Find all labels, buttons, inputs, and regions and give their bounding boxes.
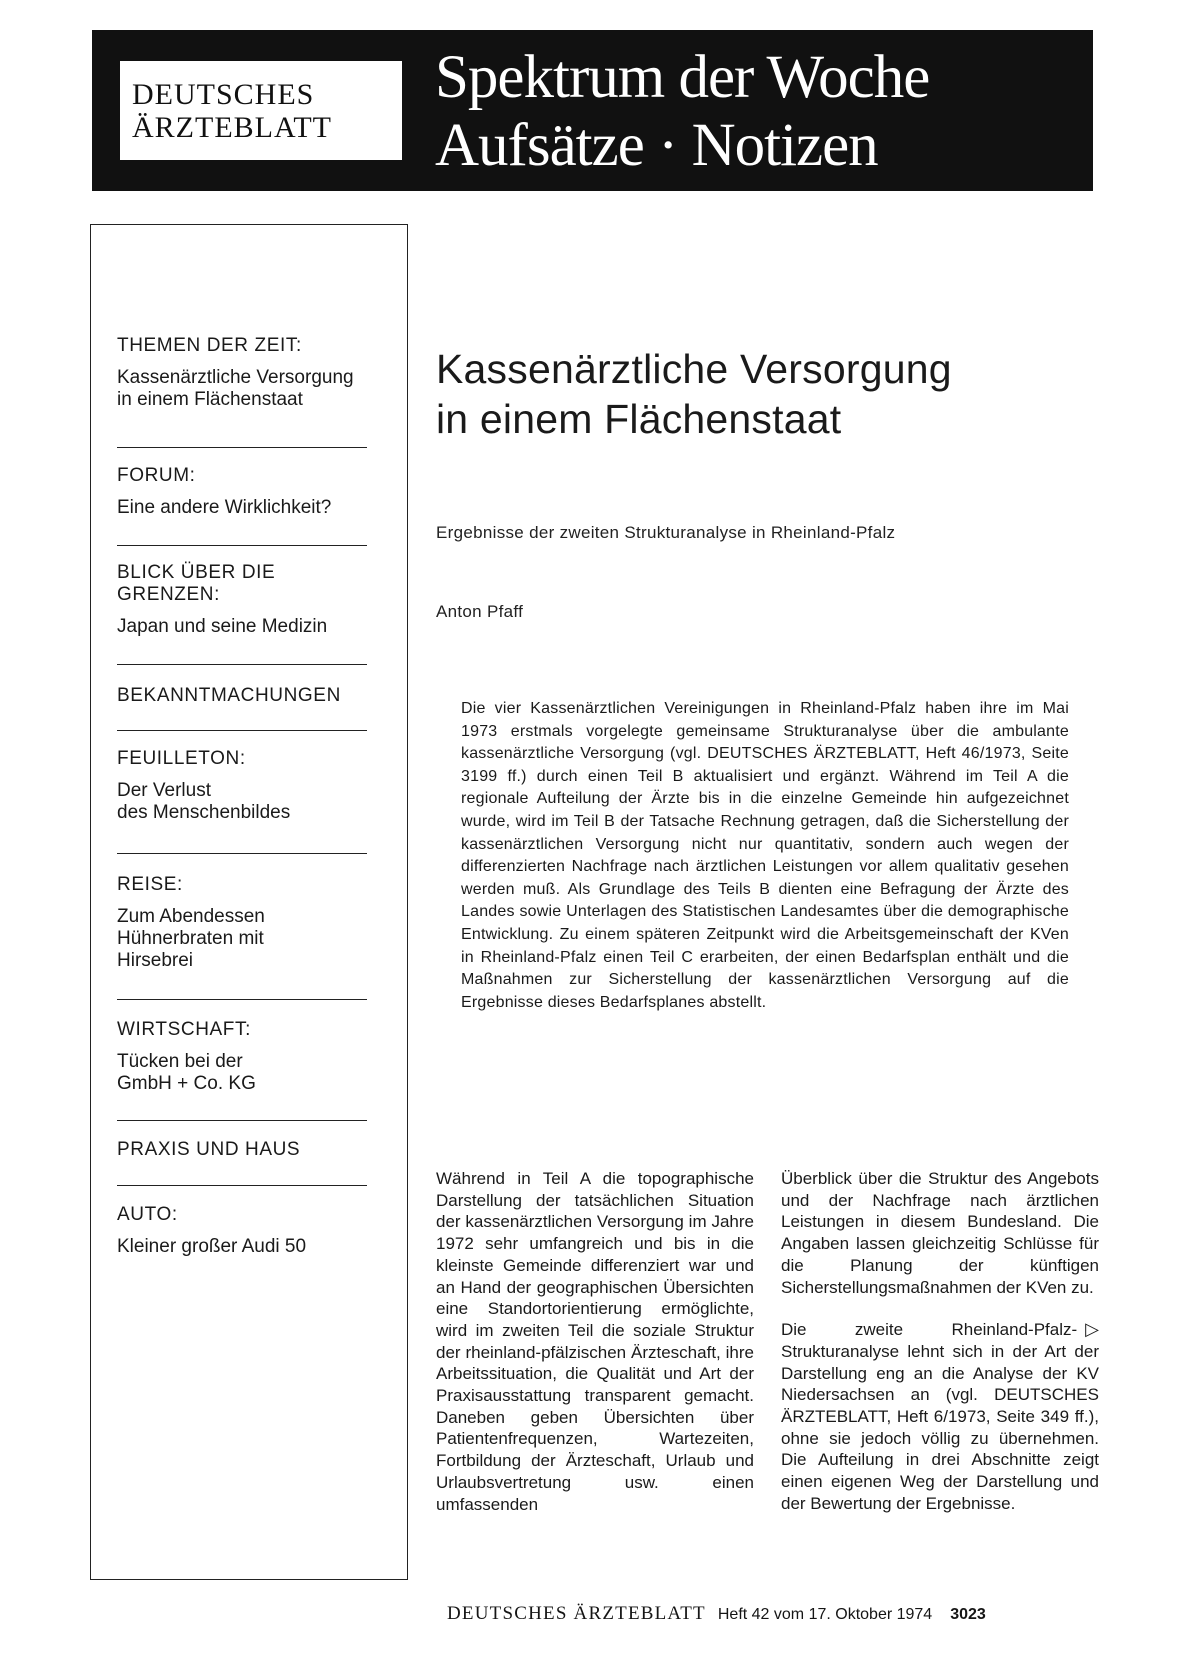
toc-section-auto — [117, 1204, 387, 1258]
toc-entry — [117, 367, 387, 411]
toc-divider — [117, 447, 367, 448]
toc-entry-line: Hirsebrei — [117, 950, 194, 971]
article-title — [436, 344, 952, 444]
toc-divider — [117, 1185, 367, 1186]
toc-entry-line: Eine andere Wirklichkeit? — [117, 497, 332, 518]
toc-heading: BEKANNTMACHUNGEN — [117, 685, 341, 706]
toc-entry-line: Kassenärztliche Versorgung — [117, 367, 354, 388]
footer-issue-info: Heft 42 vom 17. Oktober 1974 — [717, 1606, 933, 1623]
toc-entry-line: Kleiner großer Audi 50 — [117, 1236, 307, 1257]
toc-section-praxis — [117, 1139, 387, 1161]
toc-section-blick — [117, 562, 387, 638]
section-title — [435, 44, 929, 180]
toc-entry — [117, 1051, 387, 1095]
toc-divider — [117, 730, 367, 731]
body-paragraph: Überblick über die Struktur des Angebots und der Nachfrage nach ärztlichen Leistungen in diesem Bundesland. Die Angaben lassen gleichzeitig Schlüsse für die Planung der künftigen Sicherstellungsmaßnahmen der KVen zu. — [781, 1169, 1099, 1297]
body-paragraph-text: Die zweite Rheinland-Pfalz-Strukturanalyse lehnt sich in der Art der Darstellung eng an die Analyse der KV Niedersachsen an (vgl. DEUTSCHES ÄRZTEBLATT, Heft 6/1973, Seite 349 ff.), ohne sie jedoch völlig zu übernehmen. Die Aufteilung in drei Abschnitte zeigt einen eigenen Weg der Darstellung und der Bewertung der Ergebnisse. — [781, 1320, 1099, 1513]
logo-line-1: DEUTSCHES — [132, 77, 315, 111]
toc-divider — [117, 853, 367, 854]
header-banner — [92, 30, 1093, 191]
body-paragraph-last — [781, 1319, 1099, 1514]
toc-divider — [117, 545, 367, 546]
toc-heading: REISE: — [117, 874, 183, 895]
contents-box — [90, 224, 408, 1580]
page-number: 3023 — [950, 1606, 986, 1623]
toc-entry-line: in einem Flächenstaat — [117, 389, 303, 410]
toc-section-reise — [117, 874, 387, 972]
section-title-line-2: Aufsätze · Notizen — [435, 112, 878, 179]
toc-heading: WIRTSCHAFT: — [117, 1019, 251, 1040]
toc-divider — [117, 1120, 367, 1121]
continue-arrow-icon: ▷ — [1085, 1319, 1099, 1340]
footer-journal-name: DEUTSCHES ÄRZTEBLATT — [447, 1603, 706, 1624]
logo-line-2: ÄRZTEBLATT — [132, 110, 332, 144]
article-subtitle: Ergebnisse der zweiten Strukturanalyse in Rheinland-Pfalz — [436, 523, 896, 542]
toc-heading: PRAXIS UND HAUS — [117, 1139, 301, 1160]
toc-entry-line: GmbH + Co. KG — [117, 1073, 256, 1094]
toc-entry — [117, 616, 387, 638]
article-author: Anton Pfaff — [436, 602, 524, 621]
section-title-line-1: Spektrum der Woche — [435, 44, 930, 111]
body-paragraph: Während in Teil A die topographische Darstellung der tatsächlichen Situation der kassenärztlichen Versorgung im Jahre 1972 sehr umfangreich und bis in die kleinste Gemeinde differenziert war und an Hand der geographischen Übersichten eine Standortorientierung ermöglichte, wird im zweiten Teil die soziale Struktur der rheinland-pfälzischen Ärzteschaft, ihre Arbeitssituation, die Qualität und Art der Praxisausstattung transparent gemacht. Daneben geben Übersichten über Patientenfrequenzen, Wartezeiten, Fortbildung der Ärzteschaft, Urlaub und Urlaubsvertretung usw. einen umfassenden — [436, 1169, 754, 1514]
toc-section-feuilleton — [117, 748, 387, 824]
toc-heading: FORUM: — [117, 465, 196, 486]
toc-entry — [117, 1236, 387, 1258]
toc-section-bekanntmachungen — [117, 685, 387, 707]
article-title-line-2: in einem Flächenstaat — [436, 396, 842, 442]
article-title-line-1: Kassenärztliche Versorgung — [436, 346, 952, 392]
toc-heading: THEMEN DER ZEIT: — [117, 335, 302, 356]
toc-heading: FEUILLETON: — [117, 748, 246, 769]
toc-section-forum — [117, 465, 387, 519]
toc-divider — [117, 999, 367, 1000]
toc-entry — [117, 906, 387, 972]
toc-entry-line: Tücken bei der — [117, 1051, 243, 1072]
toc-heading: BLICK ÜBER DIE GRENZEN: — [117, 562, 276, 605]
toc-entry-line: Zum Abendessen — [117, 906, 265, 927]
page-footer — [447, 1603, 1097, 1625]
journal-logo — [120, 61, 402, 160]
body-column-left — [436, 1168, 754, 1515]
article-abstract: Die vier Kassenärztlichen Vereinigungen in Rheinland-Pfalz haben ihre im Mai 1973 erstmals vorgelegte gemeinsame Strukturanalyse über die ambulante kassenärztliche Versorgung (vgl. DEUTSCHES ÄRZTEBLATT, Heft 46/1973, Seite 3199 ff.) durch einen Teil B aktualisiert und ergänzt. Während im Teil A die regionale Aufteilung der Ärzte bis in die einzelne Gemeinde hin aufgezeichnet wurde, wird im Teil B der Tatsache Rechnung getragen, daß die Sicherstellung der kassenärztlichen Versorgung nicht nur quantitativ, sondern auch wegen der differenzierten Nachfrage nach ärztlichen Leistungen vor allem qualitativ gesehen werden muß. Als Grundlage des Teils B dienten eine Befragung der Ärzte des Landes sowie Unterlagen des Statistischen Landesamtes über die demographische Entwicklung. Zu einem späteren Zeitpunkt wird die Arbeitsgemeinschaft der KVen in Rheinland-Pfalz einen Teil C erarbeiten, der einen Bedarfsplan enthält und die Maßnahmen zur Sicherstellung der kassenärztlichen Versorgung auf die Ergebnisse dieses Bedarfsplanes abstellt. — [461, 700, 1069, 1011]
toc-divider — [117, 664, 367, 665]
toc-entry-line: Hühnerbraten mit — [117, 928, 264, 949]
toc-entry-line: Japan und seine Medizin — [117, 616, 328, 637]
toc-heading: AUTO: — [117, 1204, 178, 1225]
body-column-right — [781, 1168, 1099, 1515]
toc-entry — [117, 780, 387, 824]
toc-section-wirtschaft — [117, 1019, 387, 1095]
toc-section-themen — [117, 335, 387, 411]
toc-entry-line: Der Verlust — [117, 780, 211, 801]
toc-entry — [117, 497, 387, 519]
toc-entry-line: des Menschenbildes — [117, 802, 291, 823]
